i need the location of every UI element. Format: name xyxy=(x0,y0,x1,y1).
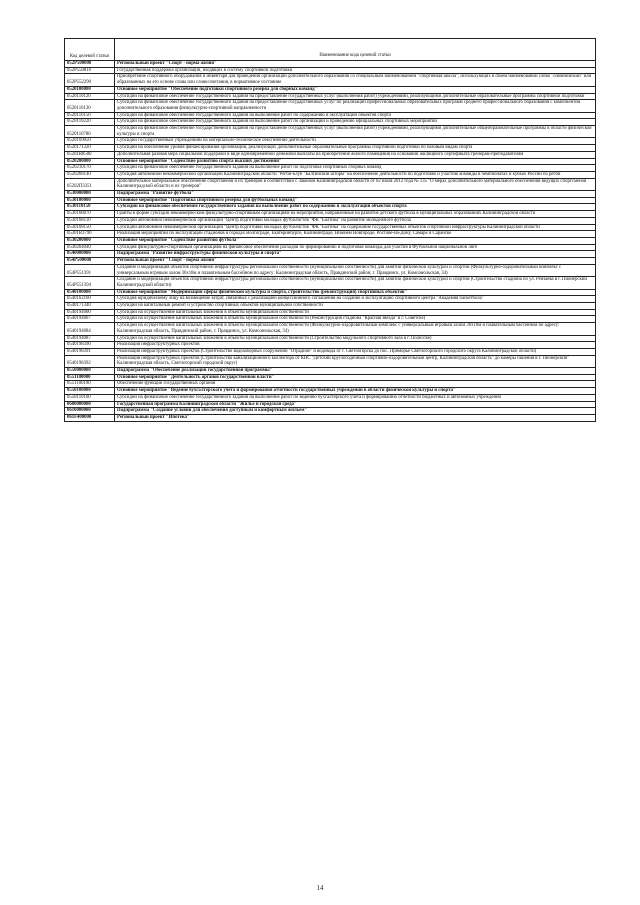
row-name: Основное мероприятие "Содействие развитию футбола" xyxy=(115,237,596,244)
row-code: 052Р552290 xyxy=(65,74,115,86)
row-code: 061F400000 xyxy=(65,414,115,421)
row-name: Субсидии на финансовое обеспечение государственного задания на выполнение работ по содержанию и эксплуатации объектов спорта xyxy=(115,204,596,211)
row-name: Субсидии на осуществление капитальных вложений в объекты муниципальной собственности (Строительство модульного спортивного зала в г. Полесске) xyxy=(115,335,596,342)
row-code: 054Р551394 xyxy=(65,277,115,289)
row-code: 0530168150 xyxy=(65,224,115,231)
row-code: 0551100000 xyxy=(65,374,115,381)
target-codes-table xyxy=(64,38,596,422)
row-code: 0540100000 xyxy=(65,289,115,296)
table-row xyxy=(65,217,596,224)
row-code: 052Р500000 xyxy=(65,61,115,68)
row-code: 0540194007 xyxy=(65,316,115,323)
row-code: 0520268140 xyxy=(65,171,115,178)
row-name: Региональный проект "Спорт - норма жизни" xyxy=(115,61,596,68)
row-code: 0540198391 xyxy=(65,348,115,355)
row-name: Субсидии автономной некоммерческой организации "Центр подготовки молодых футболистов "ФК "Балтика" на содержание государственных объектов спортивной инфраструктуры Калининградской области xyxy=(115,224,596,231)
row-code: 0540198392 xyxy=(65,355,115,367)
row-code: 0530000000 xyxy=(65,191,115,198)
table-row xyxy=(65,138,596,145)
table-row xyxy=(65,348,596,355)
row-name: Подпрограмма "Создание условий для обеспечения доступным и комфортным жильем" xyxy=(115,408,596,415)
table-row xyxy=(65,204,596,211)
row-name: Приобретение спортивного оборудования и инвентаря для приведения организаций дополнительного образования со специальным наименованием "спортивная школа", использующих в своем наименовании слово "олимпийский" или образованных на его основе слова или словосочетания, в нормативное состояние xyxy=(115,74,596,86)
row-name: Дополнительная разовая мера социальной поддержки в виде единовременной денежной выплаты на приобретение жилого помещения на основании жилищного сертификата тренерам-преподавателям xyxy=(115,151,596,158)
table-row xyxy=(65,112,596,119)
row-name: Субсидии на финансовое обеспечение государственного задания на выполнение работ по содержанию и эксплуатации объектов спорта xyxy=(115,112,596,119)
row-name: Реализация инфраструктурных проектов (Строительство канализационного коллектора от КНС "Детский круглогодичный спортивно-оздоровительный центр, Калининградская область" до камеры гашения в г. Пионерский" Калининградская область, Светлогорский городской округ) xyxy=(115,355,596,367)
table-row xyxy=(65,408,596,415)
table-row xyxy=(65,237,596,244)
row-code: 0530264040 xyxy=(65,244,115,251)
table-row xyxy=(65,158,596,165)
row-code: 0540194087 xyxy=(65,335,115,342)
row-name: Субсидии на финансовое обеспечение государственного задания на предоставление государственных услуг (выполнения работ) учреждениями, реализующими дополнительные образовательные программы спортивной подготовки xyxy=(115,93,596,100)
table-body xyxy=(65,61,596,422)
table-row xyxy=(65,368,596,375)
table-row xyxy=(65,145,596,152)
table-row xyxy=(65,178,596,190)
row-code: 0520200000 xyxy=(65,158,115,165)
row-code: 0520169050 xyxy=(65,138,115,145)
table-row xyxy=(65,119,596,126)
row-code: 0610000000 xyxy=(65,408,115,415)
row-code: 052Р550810 xyxy=(65,67,115,74)
table-row xyxy=(65,74,596,86)
table-row xyxy=(65,264,596,276)
row-code: 0520210170 xyxy=(65,165,115,172)
row-code: 054Р500000 xyxy=(65,258,115,265)
row-code: 0520110120 xyxy=(65,93,115,100)
row-name: Основное мероприятие "Содействие развитию спорта высших достижений" xyxy=(115,158,596,165)
row-code: 0520110780 xyxy=(65,126,115,138)
row-name: Дополнительное материальное обеспечение спортсменов и их тренеров в соответствии с Законом Калининградской области от 02 июля 2012 года № 135 "О мерах дополнительного материального обеспечения ведущих спортсменов Калининградской области и их тренеров" xyxy=(115,178,596,190)
row-name: Подпрограмма "Развитие футбола" xyxy=(115,191,596,198)
table-row xyxy=(65,296,596,303)
table-row xyxy=(65,394,596,401)
row-name: Реализация инфраструктурных проектов (Строительство водозаборных сооружений "Отрадное" и водовода от г. Светлогорска до пос. Приморье Светлогорского городского округа Калининградской области) xyxy=(115,348,596,355)
table-row xyxy=(65,244,596,251)
row-name: Субсидии на финансовое обеспечение государственного задания на выполнение работ по подготовке спортивных сборных команд xyxy=(115,165,596,172)
page-number: 14 xyxy=(316,884,324,892)
table-row xyxy=(65,251,596,258)
table-row xyxy=(65,374,596,381)
table-row xyxy=(65,303,596,310)
row-code: 0540194000 xyxy=(65,309,115,316)
table-row xyxy=(65,67,596,74)
row-code: 0530168070 xyxy=(65,211,115,218)
row-code: 0520100000 xyxy=(65,86,115,93)
row-name: Основное мероприятие "Обеспечение подготовки спортивного резерва для сборных команд" xyxy=(115,86,596,93)
table-row xyxy=(65,316,596,323)
table-row xyxy=(65,381,596,388)
row-name: Субсидия физкультурно-спортивным организациям на финансовое обеспечение расходов по формированию и подготовке команды для участия в Футбольной национальной лиге xyxy=(115,244,596,251)
row-code: 0520110150 xyxy=(65,112,115,119)
table-row xyxy=(65,231,596,238)
table-row xyxy=(65,342,596,349)
header-name: Наименование кода целевой статьи xyxy=(115,39,596,61)
row-name: Субсидия юридическому лицу на возмещение затрат, связанных с реализацией концессионного соглашения на создание и эксплуатацию спортивного центра "Академия баскетбола" xyxy=(115,296,596,303)
row-name: Основное мероприятие "Деятельность органов государственной власти" xyxy=(115,374,596,381)
table-header-row xyxy=(65,39,596,61)
row-code: 0530110150 xyxy=(65,204,115,211)
row-code: 054Р551391 xyxy=(65,264,115,276)
row-name: Региональный проект "Спорт - норма жизни" xyxy=(115,258,596,265)
row-name: Субсидии на финансовое обеспечение государственного задания на выполнение работ по ведению бухгалтерского учета и формированию отчетности бюджетных и автономных учреждений xyxy=(115,394,596,401)
table-row xyxy=(65,165,596,172)
header-code: Код целевой статьи xyxy=(65,39,115,61)
row-name: Субсидии государственным учреждениям на материально-техническое обеспечение деятельности xyxy=(115,138,596,145)
table-row xyxy=(65,191,596,198)
row-name: Реализация инфраструктурных проектов xyxy=(115,342,596,349)
row-name: Субсидии на финансовое обеспечение государственного задания на предоставление государственных услуг по реализации профессиональных образовательных программ среднего профессионального образования с компонентом дополнительного образования физкультурно-спортивной направленности xyxy=(115,100,596,112)
row-code: 0540162160 xyxy=(65,296,115,303)
row-name: Субсидии на финансовое обеспечение государственного задания на выполнение работ по организации и проведению официальных спортивных мероприятий xyxy=(115,119,596,126)
row-name: Субсидии на осуществление капитальных вложений в объекты муниципальной собственности (Физкультурно-оздоровительный комплекс с универсальным игровым залом 36х18м и плавательным бассейном по адресу: Калининградская область, Правдинский район, г. Правдинск, ул. Комсомольская, 34) xyxy=(115,323,596,335)
row-name: Субсидии автономной некоммерческой организации "Центр подготовки молодых футболистов "ФК "Балтика" на развитие молодежного футбола xyxy=(115,217,596,224)
table-row xyxy=(65,323,596,335)
row-name: Основное мероприятие "Подготовка спортивного резерва для футбольных команд" xyxy=(115,197,596,204)
table-row xyxy=(65,258,596,265)
table-row xyxy=(65,355,596,367)
table-row xyxy=(65,289,596,296)
row-name: Реализация мероприятий по эксплуатации стадионов в городах Волгограде, Екатеринбурге, Калининграде, Нижнем Новгороде, Ростове-на-Дону, Самаре и Саранске xyxy=(115,231,596,238)
table-row xyxy=(65,171,596,178)
row-code: 0550000000 xyxy=(65,368,115,375)
row-name: Основное мероприятие "Ведение бухгалтерского учета и формирования отчетности государственных учреждений в области физической культуры и спорта" xyxy=(115,388,596,395)
row-code: 0540194084 xyxy=(65,323,115,335)
row-code: 0530100000 xyxy=(65,197,115,204)
row-code: 0520110220 xyxy=(65,119,115,126)
row-code: 0551100190 xyxy=(65,381,115,388)
row-code: 0540198390 xyxy=(65,342,115,349)
row-name: Региональный проект "Ипотека" xyxy=(115,414,596,421)
row-code: 05201R8500 xyxy=(65,151,115,158)
table-row xyxy=(65,401,596,408)
row-code: 0550100000 xyxy=(65,388,115,395)
row-name: Субсидии на осуществление капитальных вложений в объекты муниципальной собственности xyxy=(115,309,596,316)
row-name: Гранты в форме субсидий некоммерческим физкультурно-спортивным организациям на мероприятия, направленные на развитие детского футбола в муниципальных образованиях Калининградской области xyxy=(115,211,596,218)
table-row xyxy=(65,61,596,68)
row-code: 05202П3351 xyxy=(65,178,115,190)
table-row xyxy=(65,309,596,316)
row-code: 0600000000 xyxy=(65,401,115,408)
row-code: 0530168110 xyxy=(65,217,115,224)
row-name: Субсидии на обеспечение уровня финансирования организаций, реализующих дополнительные образовательные программы спортивной подготовки по базовым видам спорта xyxy=(115,145,596,152)
table-row xyxy=(65,93,596,100)
row-code: 0550110160 xyxy=(65,394,115,401)
row-name: Подпрограмма "Обеспечение реализации государственной программы" xyxy=(115,368,596,375)
table-row xyxy=(65,277,596,289)
row-code: 0540171340 xyxy=(65,303,115,310)
table-row xyxy=(65,388,596,395)
row-code: 0540000000 xyxy=(65,251,115,258)
row-name: Государственная поддержка организаций, входящих в систему спортивной подготовки xyxy=(115,67,596,74)
row-code: 0520171320 xyxy=(65,145,115,152)
row-name: Основное мероприятие "Модернизация сферы физической культуры и спорта, строительство (реконструкция) спортивных объектов" xyxy=(115,289,596,296)
row-code: 0520110130 xyxy=(65,100,115,112)
table-row xyxy=(65,211,596,218)
row-name: Подпрограмма "Развитие инфраструктуры физической культуры и спорта" xyxy=(115,251,596,258)
table-row xyxy=(65,86,596,93)
table-row xyxy=(65,224,596,231)
row-name: Субсидии на финансовое обеспечение государственного задания на предоставление государственных услуг (выполнения работ) учреждениями, реализующими дополнительные общеобразовательные программы в области физической культуры и спорта xyxy=(115,126,596,138)
row-name: Субсидия автономной некоммерческой организации Калининградской области "Регби-клуб "Балтийский шторм" на обеспечение деятельности по подготовке и участию команды в чемпионатах и кубках России по регби xyxy=(115,171,596,178)
row-name: Государственная программа Калининградской области "Жилье и городская среда" xyxy=(115,401,596,408)
table-row xyxy=(65,151,596,158)
table-row xyxy=(65,126,596,138)
row-name: Субсидии на капитальный ремонт и устройство спортивных объектов муниципальной собственности xyxy=(115,303,596,310)
row-code: 05301R3790 xyxy=(65,231,115,238)
table-row xyxy=(65,100,596,112)
table-row xyxy=(65,197,596,204)
row-name: Обеспечение функций государственных органов xyxy=(115,381,596,388)
row-code: 0530200000 xyxy=(65,237,115,244)
row-name: Субсидии на осуществление капитальных вложений в объекты муниципальной собственности (Реконструкция стадиона "Красная звезда" в г. Советске) xyxy=(115,316,596,323)
row-name: Создание и модернизация объектов спортивной инфраструктуры региональной собственности (муниципальной собственности) для занятий физической культурой и спортом (Строительство стадиона по ул. Рензаева в г. Пионерский Калининградской области) xyxy=(115,277,596,289)
table-row xyxy=(65,335,596,342)
table-row xyxy=(65,414,596,421)
row-name: Создание и модернизация объектов спортивной инфраструктуры региональной собственности (муниципальной собственности) для занятий физической культурой и спортом (Физкультурно-оздоровительный комплекс с универсальным игровым залом 36х18м и плавательным бассейном по адресу: Калининградская область, Правдинский район, г. Правдинск, ул. Комсомольская, 34) xyxy=(115,264,596,276)
